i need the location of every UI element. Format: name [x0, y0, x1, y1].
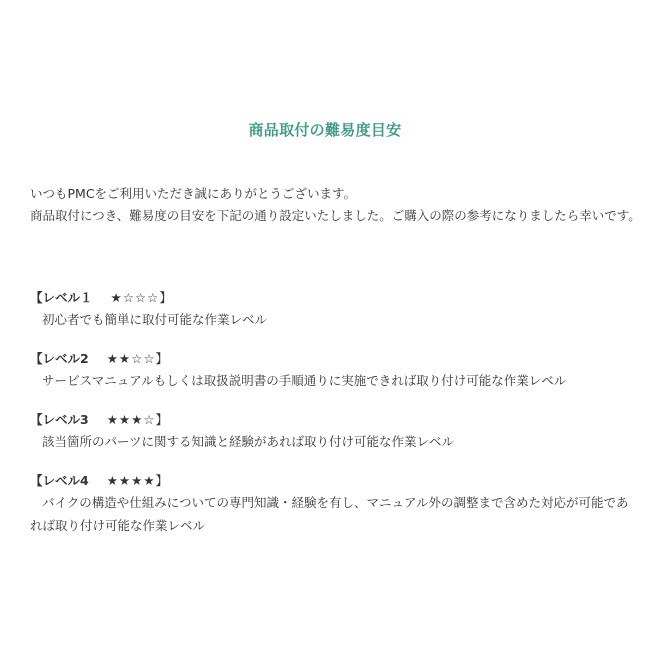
- intro-text: [30, 183, 640, 227]
- level-item-1: [30, 288, 630, 331]
- level-description: バイクの構造や仕組みについての専門知識・経験を有し、マニュアル外の調整まで含めた対応が可能であれば取り付け可能な作業レベル: [30, 495, 629, 533]
- level-description: サービスマニュアルもしくは取扱説明書の手順通りに実施できれば取り付け可能な作業レベル: [42, 373, 567, 388]
- star-rating: ★★☆☆】: [106, 351, 170, 366]
- intro-line: いつもPMCをご利用いただき誠にありがとうございます。: [30, 186, 357, 201]
- star-rating: ★☆☆☆】: [110, 290, 173, 305]
- level-item-3: [30, 410, 630, 453]
- level-description: 該当箇所のパーツに関する知識と経験があれば取り付け可能な作業レベル: [42, 434, 455, 449]
- level-heading: [30, 471, 630, 491]
- level-label: 【レベル3: [30, 412, 89, 427]
- star-rating: ★★★★】: [106, 473, 170, 488]
- level-label: 【レベル１: [30, 290, 93, 305]
- level-description: 初心者でも簡単に取付可能な作業レベル: [42, 312, 268, 327]
- star-rating: ★★★☆】: [106, 412, 170, 427]
- intro-line: 商品取付につき、難易度の目安を下記の通り設定いたしました。ご購入の際の参考になりましたら幸いです。: [30, 208, 641, 223]
- difficulty-level-list: [30, 288, 630, 555]
- level-label: 【レベル4: [30, 473, 89, 488]
- level-item-4: [30, 471, 630, 537]
- level-heading: [30, 349, 630, 369]
- level-heading: [30, 288, 630, 308]
- level-label: 【レベル2: [30, 351, 89, 366]
- level-item-2: [30, 349, 630, 392]
- level-heading: [30, 410, 630, 430]
- page-title: 商品取付の難易度目安: [248, 121, 402, 139]
